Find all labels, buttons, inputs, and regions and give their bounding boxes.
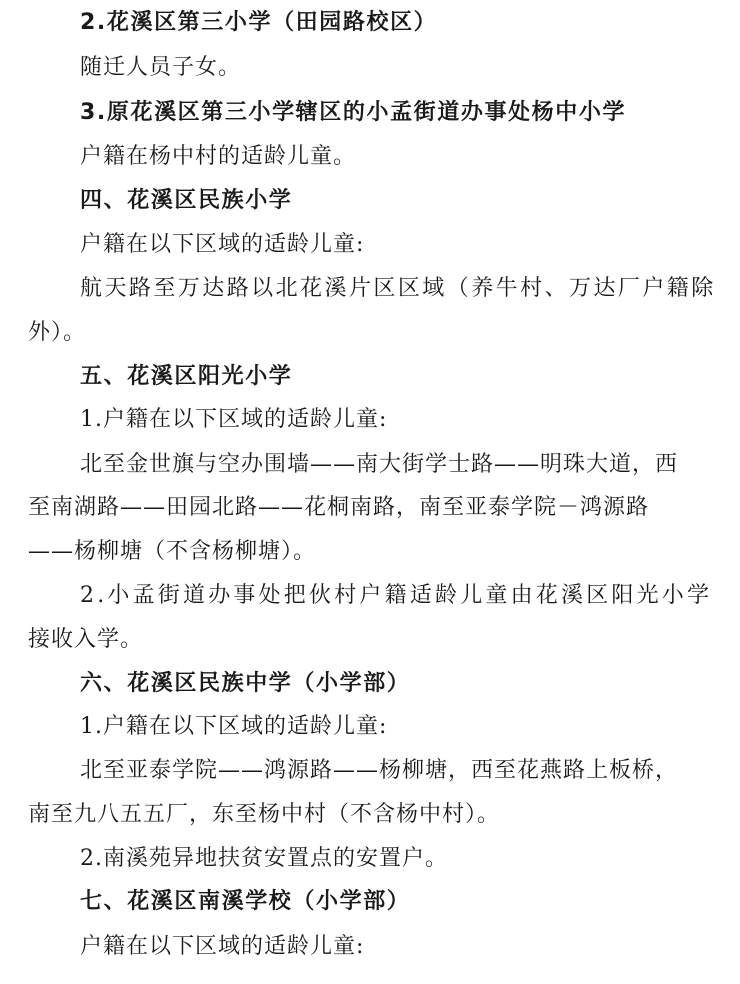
paragraph-line: 2.小孟街道办事处把伙村户籍适龄儿童由花溪区阳光小学 [80, 583, 713, 608]
paragraph-line: 接收入学。 [28, 627, 144, 652]
section-heading-minzu-middle: 六、花溪区民族中学（小学部） [80, 671, 411, 696]
paragraph-line: 随迁人员子女。 [80, 55, 242, 80]
section-heading-minzu-primary: 四、花溪区民族小学 [80, 188, 293, 213]
school-heading-yangzhong: 3.原花溪区第三小学辖区的小孟街道办事处杨中小学 [80, 100, 627, 125]
school-heading-huaxi-third-tianyuan: 2.花溪区第三小学（田园路校区） [80, 10, 438, 35]
paragraph-line: 南至九八五五厂，东至杨中村（不含杨中村）。 [28, 802, 501, 827]
paragraph-line: 至南湖路——田园北路——花桐南路，南至亚泰学院－鸿源路 [28, 495, 650, 520]
paragraph-line: 航天路至万达路以北花溪片区区域（养牛村、万达厂户籍除 [80, 276, 716, 301]
paragraph-line: 1.户籍在以下区域的适龄儿童: [80, 714, 388, 739]
paragraph-line: ——杨柳塘（不含杨柳塘）。 [28, 539, 317, 564]
paragraph-line: 北至金世旗与空办围墙——南大街学士路——明珠大道，西 [80, 452, 679, 477]
paragraph-line: 户籍在以下区域的适龄儿童: [80, 232, 365, 257]
paragraph-line: 外）。 [28, 320, 87, 345]
paragraph-line: 2.南溪苑异地扶贫安置点的安置户。 [80, 846, 448, 871]
paragraph-line: 户籍在杨中村的适龄儿童。 [80, 144, 357, 169]
section-heading-nanxi-school: 七、花溪区南溪学校（小学部） [80, 889, 411, 914]
paragraph-line: 北至亚泰学院——鸿源路——杨柳塘，西至花燕路上板桥， [80, 758, 679, 783]
section-heading-yangguang-primary: 五、花溪区阳光小学 [80, 364, 293, 389]
paragraph-line: 户籍在以下区域的适龄儿童: [80, 934, 365, 959]
paragraph-line: 1.户籍在以下区域的适龄儿童: [80, 407, 388, 432]
